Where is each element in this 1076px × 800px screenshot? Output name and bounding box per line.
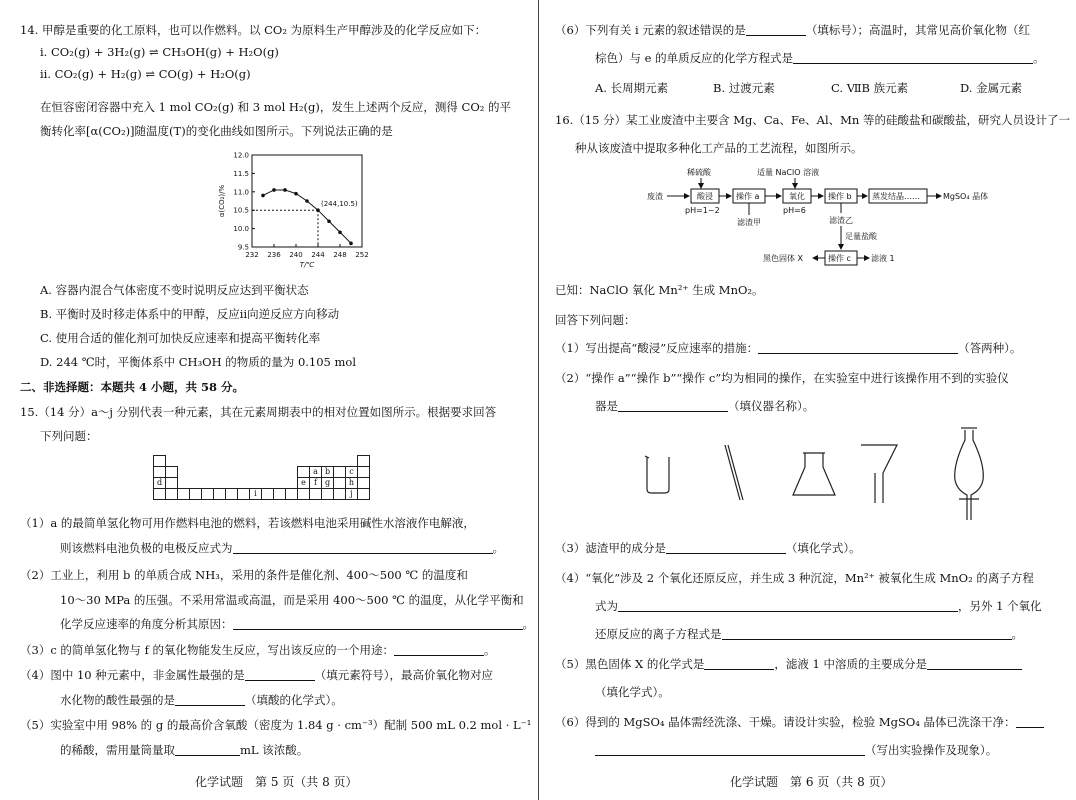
q16-s2-b: 器是 （填仪器名称）。 (595, 399, 815, 413)
periodic-cell (286, 489, 298, 500)
periodic-cell (214, 489, 226, 500)
periodic-cell (334, 456, 346, 467)
separatory-funnel-icon (955, 428, 984, 520)
periodic-cell (226, 456, 238, 467)
periodic-cell (214, 467, 226, 478)
periodic-cell (178, 478, 190, 489)
data-point (349, 242, 353, 246)
periodic-cell (358, 456, 370, 467)
periodic-cell (274, 456, 286, 467)
periodic-cell (178, 456, 190, 467)
option-c: C. ⅦB 族元素 (831, 81, 909, 95)
y-tick-label: 10.0 (233, 225, 249, 234)
periodic-cell (358, 478, 370, 489)
y-tick-label: 10.5 (233, 206, 249, 215)
periodic-cell (250, 456, 262, 467)
page-footer-6: 化学试题 第 6 页（共 8 页） (730, 775, 893, 789)
data-point (338, 230, 342, 234)
periodic-cell: d (154, 478, 166, 489)
x-tick-label: 244 (311, 251, 325, 259)
periodic-cell (310, 489, 322, 500)
flow-filtrate: 滤液 1 (871, 254, 895, 263)
q15-p3: （3）c 的简单氢化物与 f 的氧化物能发生反应，写出该反应的一个用途： 。 (20, 643, 496, 657)
q15-stem-2: 下列问题： (40, 429, 98, 443)
q16-stem-1: 16.（15 分）某工业废渣中主要含 Mg、Ca、Fe、Al、Mn 等的硅酸盐和碳酸盐，研究人员设计了一 (555, 113, 1070, 127)
flow-residue1: 滤渣甲 (737, 218, 761, 227)
funnel-icon (861, 445, 897, 503)
periodic-cell (286, 456, 298, 467)
data-point (272, 188, 276, 192)
flow-black: 黑色固体 X (763, 254, 804, 263)
q14-option-b: B. 平衡时及时移走体系中的甲醇，反应ⅱ向逆反应方向移动 (40, 307, 340, 321)
q15-p4-b: 水化物的酸性最强的是 （填酸的化学式）。 (60, 693, 343, 707)
periodic-cell (154, 489, 166, 500)
q15-p2-a: （2）工业上，利用 b 的单质合成 NH₃，采用的条件是催化剂、400～500 ℃ 的温度和 (20, 568, 468, 582)
periodic-cell (358, 467, 370, 478)
periodic-cell (262, 489, 274, 500)
q16-s3: （3）滤渣甲的成分是 （填化学式）。 (555, 541, 861, 555)
flow-acid: 稀硫酸 (687, 168, 711, 177)
periodic-cell: c (346, 467, 358, 478)
left-column (20, 0, 534, 800)
periodic-cell (262, 478, 274, 489)
periodic-cell (298, 456, 310, 467)
periodic-cell: j (346, 489, 358, 500)
q16-s2-a: （2）“操作 a”“操作 b”“操作 c”均为相同的操作，在实验室中进行该操作用不到的实验仪 (555, 371, 1009, 385)
q15-p5-a: （5）实验室中用 98% 的 g 的最高价含氧酸（密度为 1.84 g · cm⁻³）配制 500 mL 0.2 mol · L⁻¹ (20, 718, 532, 732)
option-b: B. 过渡元素 (713, 81, 775, 95)
periodic-cell (262, 467, 274, 478)
q15-p6-b: 棕色）与 e 的单质反应的化学方程式是 。 (595, 51, 1045, 65)
data-point (283, 188, 287, 192)
periodic-cell (310, 456, 322, 467)
q15-p2-b: 10～30 MPa 的压强。不采用常温或高温，而是采用 400～500 ℃ 的温度，从化学平衡和 (60, 593, 524, 607)
periodic-cell (166, 489, 178, 500)
q15-p5-b: 的稀酸，需用量筒量取 mL 该浓酸。 (60, 743, 309, 757)
periodic-cell: i (250, 489, 262, 500)
glass-rod-icon (725, 445, 743, 500)
q16-s4-b: 式为 ，另外 1 个氧化 (595, 599, 1042, 613)
data-point (294, 192, 298, 196)
q14-stem: 14. 甲醇是重要的化工原料，也可以作燃料。以 CO₂ 为原料生产甲醇涉及的化学反应如下： (20, 23, 487, 37)
periodic-cell (166, 456, 178, 467)
section-2-heading: 二、非选择题：本题共 4 小题，共 58 分。 (20, 380, 245, 394)
beaker-icon (645, 456, 669, 493)
periodic-cell (154, 467, 166, 478)
periodic-cell (238, 478, 250, 489)
q15-stem-1: 15.（14 分）a～j 分别代表一种元素，其在元素周期表中的相对位置如图所示。根据要求回答 (20, 405, 497, 419)
q14-reaction-2: ⅱ. CO₂(g) + H₂(g) ⇌ CO(g) + H₂O(g) (40, 67, 251, 81)
periodic-cell (178, 489, 190, 500)
periodic-cell (298, 489, 310, 500)
periodic-cell (334, 489, 346, 500)
periodic-cell (178, 467, 190, 478)
q15-p1-a: （1）a 的最简单氢化物可用作燃料电池的燃料，若该燃料电池采用碱性水溶液作电解液， (20, 516, 475, 530)
periodic-cell (274, 478, 286, 489)
periodic-cell (334, 478, 346, 489)
q14-reaction-1: ⅰ. CO₂(g) + 3H₂(g) ⇌ CH₃OH(g) + H₂O(g) (40, 45, 279, 59)
process-flow-diagram (645, 165, 1005, 275)
flow-opa: 操作 a (736, 192, 760, 201)
flow-evap: 蒸发结晶…… (872, 192, 920, 201)
flow-opc: 操作 c (828, 254, 851, 263)
column-divider (538, 0, 539, 800)
periodic-cell (346, 456, 358, 467)
y-tick-label: 9.5 (237, 243, 249, 252)
periodic-cell: h (346, 478, 358, 489)
periodic-cell (226, 478, 238, 489)
q16-s6-a: （6）得到的 MgSO₄ 晶体需经洗涤、干燥。请设计实验，检验 MgSO₄ 晶体已洗涤干净： (555, 714, 1044, 730)
y-tick-label: 11.5 (233, 169, 249, 178)
periodic-cell: b (322, 467, 334, 478)
y-axis-label: α(CO₂)/% (218, 184, 226, 218)
annotation-label: (244,10.5) (321, 200, 358, 209)
option-a: A. 长周期元素 (595, 81, 669, 95)
flow-ph12: pH=1~2 (685, 206, 720, 215)
q16-s5-a: （5）黑色固体 X 的化学式是 ，滤液 1 中溶质的主要成分是 (555, 656, 1022, 672)
q14-option-d: D. 244 ℃时，平衡体系中 CH₃OH 的物质的量为 0.105 mol (40, 355, 357, 369)
periodic-cell: e (298, 478, 310, 489)
periodic-cell (286, 478, 298, 489)
periodic-cell (190, 456, 202, 467)
periodic-cell (202, 489, 214, 500)
periodic-cell (154, 456, 166, 467)
q16-s4-a: （4）“氧化”涉及 2 个氧化还原反应，并生成 3 种沉淀，Mn²⁺ 被氧化生成 MnO₂ 的离子方程 (555, 571, 1034, 585)
x-axis-label: T/℃ (299, 261, 315, 269)
q16-s1: （1）写出提高“酸浸”反应速率的措施： （答两种）。 (555, 341, 1022, 355)
flow-opb: 操作 b (828, 192, 852, 201)
right-column (555, 0, 1070, 800)
periodic-cell (202, 467, 214, 478)
page-footer-5: 化学试题 第 5 页（共 8 页） (195, 775, 358, 789)
flow-leach: 酸浸 (697, 192, 713, 201)
periodic-cell: f (310, 478, 322, 489)
q16-s5-b: （填化学式）。 (595, 685, 670, 699)
flow-oxid: 氧化 (789, 192, 805, 201)
q16-known: 已知：NaClO 氧化 Mn²⁺ 生成 MnO₂。 (555, 283, 764, 297)
periodic-cell (238, 467, 250, 478)
q15-p6-a: （6）下列有关 i 元素的叙述错误的是 （填标号）；高温时，其常见高价氧化物（红 (555, 23, 1031, 37)
y-tick-label: 11.0 (233, 188, 249, 197)
periodic-cell (274, 489, 286, 500)
periodic-cell (190, 467, 202, 478)
periodic-cell (238, 489, 250, 500)
option-d: D. 金属元素 (960, 81, 1023, 95)
periodic-cell (250, 478, 262, 489)
periodic-cell (202, 478, 214, 489)
periodic-cell (322, 456, 334, 467)
periodic-cell (226, 489, 238, 500)
periodic-cell (226, 467, 238, 478)
series-line (263, 190, 351, 243)
conical-flask-icon (793, 453, 835, 495)
periodic-cell (214, 478, 226, 489)
periodic-cell (322, 489, 334, 500)
q15-p2-c: 化学反应速率的角度分析其原因： 。 (60, 617, 534, 631)
periodic-cell (286, 467, 298, 478)
q16-s4-c: 还原反应的离子方程式是 。 (595, 627, 1023, 641)
periodic-table-figure (153, 455, 370, 500)
q16-stem-2: 种从该废渣中提取多种化工产品的工艺流程，如图所示。 (575, 141, 863, 155)
periodic-cell (298, 467, 310, 478)
periodic-cell (166, 478, 178, 489)
periodic-cell (250, 467, 262, 478)
y-tick-label: 12.0 (233, 151, 249, 160)
periodic-cell (358, 489, 370, 500)
data-point (327, 219, 331, 223)
flow-waste: 废渣 (647, 192, 663, 201)
q14-option-a: A. 容器内混合气体密度不变时说明反应达到平衡状态 (40, 283, 309, 297)
x-tick-label: 248 (333, 251, 347, 259)
periodic-cell (166, 467, 178, 478)
x-tick-label: 240 (289, 251, 303, 259)
periodic-cell (214, 456, 226, 467)
q14-text-2: 衡转化率[α(CO₂)]随温度(T)的变化曲线如图所示。下列说法正确的是 (40, 124, 393, 138)
periodic-cell (190, 489, 202, 500)
q16-s6-b: （写出实验操作及现象）。 (595, 742, 997, 758)
q15-p1-b: 则该燃料电池负极的电极反应式为 。 (60, 541, 504, 555)
flow-hcl: 足量盐酸 (845, 232, 877, 241)
periodic-cell (202, 456, 214, 467)
x-tick-label: 232 (245, 251, 259, 259)
q14-option-c: C. 使用合适的催化剂可加快反应速率和提高平衡转化率 (40, 331, 321, 345)
flow-ph6: pH=6 (783, 206, 806, 215)
periodic-cell: g (322, 478, 334, 489)
periodic-cell (190, 478, 202, 489)
flow-residue2: 滤渣乙 (829, 216, 853, 225)
data-point (305, 199, 309, 203)
periodic-cell (334, 467, 346, 478)
q16-answer-prompt: 回答下列问题： (555, 313, 636, 327)
periodic-cell (262, 456, 274, 467)
periodic-cell (238, 456, 250, 467)
q15-p4-a: （4）图中 10 种元素中，非金属性最强的是 （填元素符号），最高价氧化物对应 (20, 668, 494, 682)
periodic-cell: a (310, 467, 322, 478)
conversion-chart (190, 145, 370, 270)
periodic-cell (274, 467, 286, 478)
flow-naclo: 适量 NaClO 溶液 (757, 168, 820, 177)
data-point (261, 194, 265, 198)
x-tick-label: 236 (267, 251, 281, 259)
lab-instruments (635, 425, 1015, 525)
flow-product: MgSO₄ 晶体 (943, 192, 989, 201)
x-tick-label: 252 (355, 251, 369, 259)
q14-text-1: 在恒容密闭容器中充入 1 mol CO₂(g) 和 3 mol H₂(g)，发生上述两个反应，测得 CO₂ 的平 (40, 100, 512, 114)
